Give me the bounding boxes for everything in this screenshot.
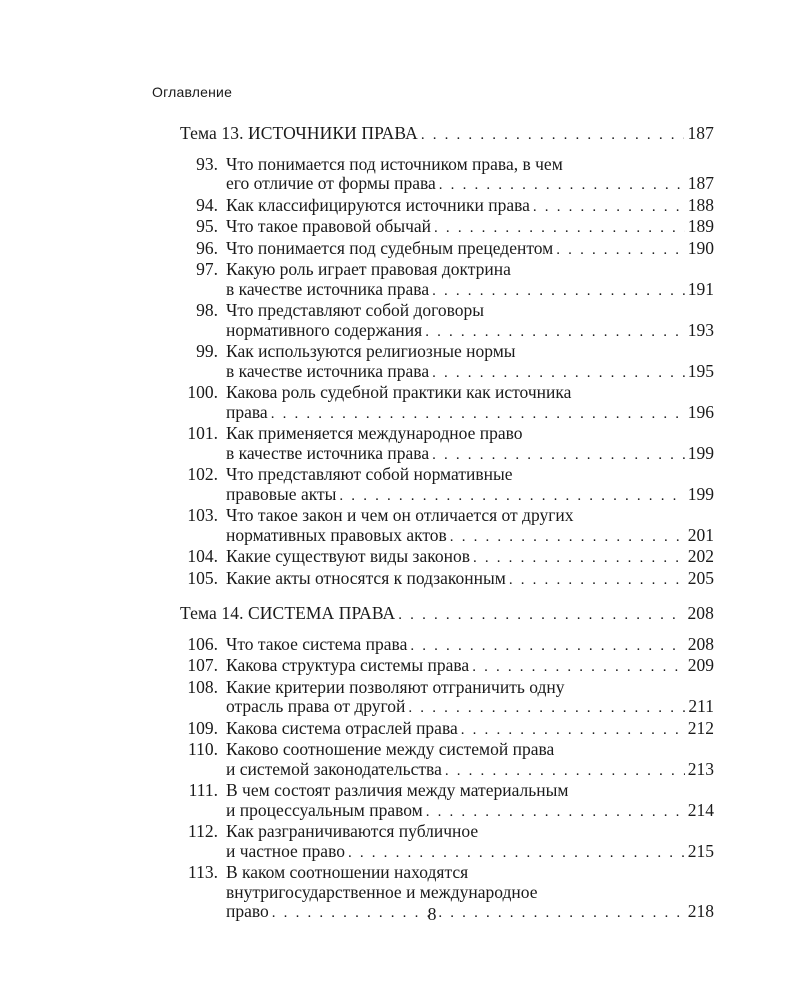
entry-title-line: нормативного содержания	[226, 319, 423, 340]
dot-leader	[398, 606, 684, 626]
entry-title-line: нормативных правовых актов	[226, 524, 447, 545]
entry-page-number: 213	[687, 758, 714, 779]
entry-number: 112.	[188, 821, 218, 841]
entry-number: 97.	[196, 259, 218, 279]
entry-page-number: 196	[687, 401, 714, 422]
toc-section-heading	[180, 604, 714, 626]
toc-entry	[180, 547, 714, 569]
toc-entry	[180, 260, 714, 301]
entry-page-number: 209	[687, 655, 714, 675]
dot-leader	[473, 549, 685, 569]
entry-title-line: Какова роль судебной практики как источника	[226, 382, 572, 402]
table-of-contents	[180, 124, 714, 924]
entry-title-line: в качестве источника права	[226, 360, 430, 381]
entry-number: 108.	[187, 676, 218, 697]
entry-last-line	[226, 196, 714, 218]
entry-title-line: Каково соотношение между системой права	[226, 739, 555, 759]
entry-title-line: Что такое правовой обычай	[226, 216, 432, 236]
entry-last-line	[226, 635, 714, 657]
toc-entry	[180, 740, 714, 781]
dot-leader	[445, 762, 685, 782]
entry-page-number: 201	[687, 524, 714, 545]
dot-leader	[533, 198, 685, 218]
entry-last-line	[226, 526, 714, 548]
entry-last-line	[226, 842, 714, 864]
entry-last-line	[226, 569, 714, 591]
entry-title-line: права	[226, 401, 268, 422]
toc-entry	[180, 383, 714, 424]
section-page-number: 187	[687, 123, 714, 143]
entry-title-line: В каком соотношении находятся	[226, 862, 469, 882]
entry-number: 111.	[188, 780, 218, 800]
dot-leader	[439, 176, 685, 196]
toc-entry	[180, 656, 714, 678]
entry-number: 98.	[196, 300, 218, 320]
entry-title-line: Как применяется международное право	[226, 423, 523, 443]
section-title: Тема 14. СИСТЕМА ПРАВА	[180, 603, 396, 623]
toc-section-heading	[180, 124, 714, 146]
dot-leader	[271, 405, 685, 425]
dot-leader	[410, 637, 684, 657]
entry-last-line	[226, 239, 714, 261]
entry-title-line: и процессуальным правом	[226, 799, 423, 820]
page-number: 8	[427, 904, 437, 924]
entry-title-line: Какие существуют виды законов	[226, 546, 470, 566]
entry-number: 95.	[196, 216, 218, 236]
entry-last-line	[226, 403, 714, 425]
entry-number: 106.	[187, 633, 218, 654]
toc-entry	[180, 506, 714, 547]
toc-entry	[180, 301, 714, 342]
entry-page-number: 202	[687, 546, 714, 566]
entry-last-line	[226, 697, 714, 719]
entry-title-line: Какова система отраслей права	[226, 717, 458, 738]
dot-leader	[434, 219, 685, 239]
entry-title-line: Что представляют собой договоры	[226, 300, 485, 320]
entry-title-line: Какую роль играет правовая доктрина	[226, 259, 511, 279]
entry-title-line: правовые акты	[226, 483, 337, 504]
entry-title-line: и частное право	[226, 840, 345, 861]
entry-page-number: 199	[687, 442, 714, 463]
entry-title-line: внутригосударственное и международное	[226, 881, 538, 902]
entry-last-line	[226, 280, 714, 302]
entry-title-line: Что представляют собой нормативные	[226, 464, 513, 484]
dot-leader	[339, 487, 684, 507]
entry-number: 94.	[196, 194, 218, 215]
toc-entry	[180, 781, 714, 822]
entry-page-number: 189	[687, 216, 714, 236]
entry-last-line	[226, 760, 714, 782]
entry-last-line	[226, 174, 714, 196]
entry-last-line	[226, 362, 714, 384]
toc-entry	[180, 569, 714, 591]
toc-entry	[180, 217, 714, 239]
entry-last-line	[226, 485, 714, 507]
entry-page-number: 218	[687, 901, 714, 921]
toc-entry	[180, 465, 714, 506]
dot-leader	[432, 446, 685, 466]
entry-number: 102.	[187, 464, 218, 484]
entry-last-line	[226, 444, 714, 466]
entry-number: 100.	[187, 382, 218, 402]
section-page-number: 208	[687, 603, 714, 623]
dot-leader	[432, 364, 685, 384]
entry-page-number: 193	[687, 319, 714, 340]
entry-page-number: 215	[687, 840, 714, 861]
entry-page-number: 195	[687, 360, 714, 381]
toc-entry	[180, 635, 714, 657]
dot-leader	[421, 126, 685, 146]
entry-number: 104.	[187, 546, 218, 566]
toc-entry-list	[180, 635, 714, 924]
entry-number: 96.	[196, 237, 218, 258]
entry-title-line: Какие критерии позволяют отграничить одну	[226, 676, 565, 697]
entry-title-line: право	[226, 901, 269, 921]
entry-title-line: Какова структура системы права	[226, 655, 470, 675]
entry-last-line	[226, 217, 714, 239]
entry-last-line	[226, 719, 714, 741]
entry-page-number: 214	[687, 799, 714, 820]
entry-title-line: его отличие от формы права	[226, 173, 436, 193]
entry-page-number: 211	[688, 696, 714, 716]
entry-title-line: В чем состоят различия между материальным	[226, 780, 569, 800]
entry-title-line: Что такое закон и чем он отличается от других	[226, 505, 574, 525]
entry-number: 99.	[196, 341, 218, 361]
entry-title-line: Как разграничиваются публичное	[226, 821, 479, 841]
entry-number: 101.	[187, 423, 218, 443]
toc-entry	[180, 342, 714, 383]
entry-page-number: 188	[687, 194, 714, 215]
dot-leader	[432, 282, 685, 302]
toc-entry	[180, 196, 714, 218]
toc-entry-list	[180, 155, 714, 591]
entry-number: 105.	[187, 567, 218, 588]
entry-title-line: и системой законодательства	[226, 758, 442, 779]
entry-page-number: 208	[687, 633, 714, 654]
entry-number: 113.	[188, 862, 218, 882]
toc-entry	[180, 678, 714, 719]
entry-number: 93.	[196, 153, 218, 174]
entry-last-line	[226, 656, 714, 678]
entry-title-line: Какие акты относятся к подзаконным	[226, 567, 506, 588]
running-head: Оглавление	[152, 84, 233, 100]
dot-leader	[509, 571, 685, 591]
entry-page-number: 191	[687, 278, 714, 299]
entry-title-line: отрасль права от другой	[226, 696, 406, 716]
entry-last-line	[226, 547, 714, 569]
entry-title-line: Что такое система права	[226, 633, 408, 654]
entry-title-line: Как классифицируются источники права	[226, 194, 530, 215]
entry-title-line: в качестве источника права	[226, 442, 430, 463]
entry-last-line	[226, 321, 714, 343]
dot-leader	[425, 323, 685, 343]
entry-last-line	[226, 801, 714, 823]
dot-leader	[408, 699, 685, 719]
dot-leader	[556, 241, 684, 261]
toc-entry	[180, 822, 714, 863]
entry-page-number: 212	[687, 717, 714, 738]
entry-number: 103.	[187, 505, 218, 525]
dot-leader	[472, 658, 685, 678]
entry-page-number: 205	[687, 567, 714, 588]
toc-entry	[180, 155, 714, 196]
entry-page-number: 190	[687, 237, 714, 258]
entry-title-line: Что понимается под источником права, в чем	[226, 153, 563, 174]
entry-number: 109.	[187, 717, 218, 738]
dot-leader	[426, 803, 685, 823]
section-title: Тема 13. ИСТОЧНИКИ ПРАВА	[180, 123, 418, 143]
entry-number: 107.	[187, 655, 218, 675]
dot-leader	[461, 721, 685, 741]
entry-page-number: 199	[687, 483, 714, 504]
toc-entry	[180, 424, 714, 465]
dot-leader	[348, 844, 685, 864]
entry-title-line: Как используются религиозные нормы	[226, 341, 516, 361]
entry-title-line: в качестве источника права	[226, 278, 430, 299]
entry-page-number: 187	[687, 173, 714, 193]
toc-entry	[180, 719, 714, 741]
toc-entry	[180, 239, 714, 261]
entry-number: 110.	[188, 739, 218, 759]
dot-leader	[450, 528, 685, 548]
entry-title-line: Что понимается под судебным прецедентом	[226, 237, 554, 258]
